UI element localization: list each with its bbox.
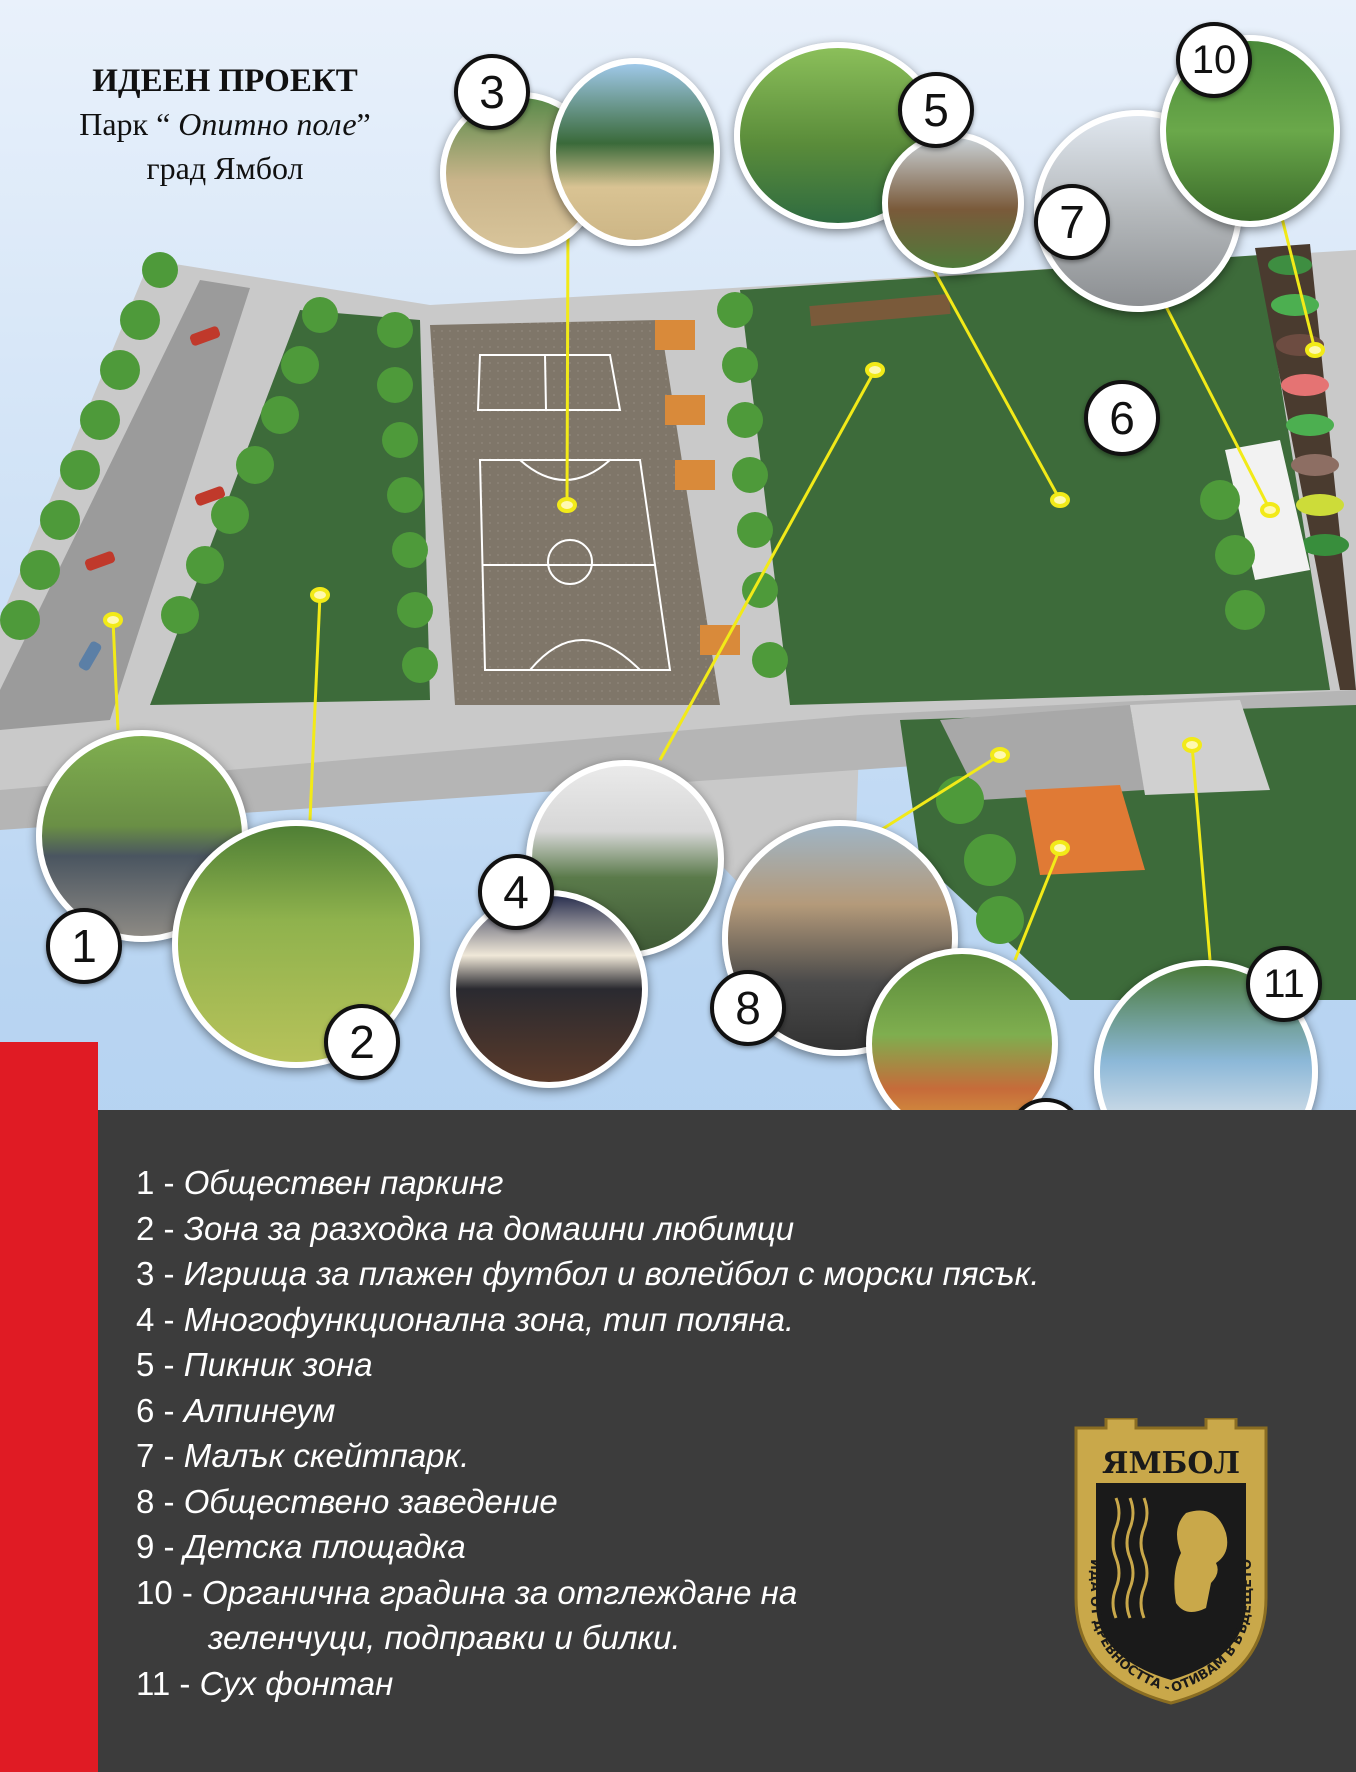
- legend-item: [136, 1160, 1039, 1206]
- legend-item: [136, 1570, 1039, 1616]
- marker-5-badge: 5: [898, 72, 974, 148]
- legend-item-continuation: [136, 1615, 1039, 1661]
- photo-open-air-cinema: [450, 890, 648, 1088]
- crest-motto: ИДА ОТ ДРЕВНОСТТА - ОТИВАМ В БЪДЕЩЕТО: [1086, 1558, 1255, 1698]
- legend-text: Органична градина за отглеждане на: [202, 1573, 798, 1611]
- legend-number: 3 -: [136, 1255, 184, 1292]
- legend-number: 8 -: [136, 1482, 184, 1520]
- marker-6-badge: 6: [1084, 380, 1160, 456]
- legend-text: Сух фонтан: [199, 1664, 394, 1702]
- marker-2-badge: 2: [324, 1004, 400, 1080]
- marker-11-badge: 11: [1246, 946, 1322, 1022]
- legend-text: Игрища за плажен футбол и волейбол с морски пясък.: [183, 1255, 1040, 1292]
- legend-text: Обществено заведение: [183, 1482, 558, 1520]
- legend-list: [136, 1160, 1039, 1706]
- legend-item: [136, 1661, 1039, 1707]
- legend-text: Алпинеум: [183, 1391, 336, 1429]
- project-title: ИДЕЕН ПРОЕКТ: [92, 63, 358, 99]
- legend-text: Многофункционална зона, тип поляна.: [183, 1300, 795, 1338]
- legend-number: 11 -: [136, 1664, 200, 1702]
- city-name: град Ямбол: [146, 150, 304, 186]
- legend-text: зеленчуци, подправки и билки.: [208, 1619, 681, 1656]
- legend-number: 2 -: [136, 1209, 184, 1247]
- legend-item: [136, 1342, 1039, 1388]
- legend-item: [136, 1433, 1039, 1479]
- marker-1-badge: 1: [46, 908, 122, 984]
- legend-item: [136, 1524, 1039, 1570]
- legend-item: [136, 1479, 1039, 1525]
- legend-text: Малък скейтпарк.: [183, 1437, 470, 1474]
- legend-item: [136, 1297, 1039, 1343]
- photo-beach-football: [550, 58, 720, 246]
- legend-text: Обществен паркинг: [183, 1164, 504, 1201]
- legend-item: [136, 1251, 1039, 1297]
- marker-3-badge: 3: [454, 54, 530, 130]
- red-accent-bar: [0, 1042, 98, 1772]
- legend-number: 4 -: [136, 1300, 184, 1338]
- park-name-italic: Опитно поле: [178, 106, 357, 142]
- legend-item: [136, 1388, 1039, 1434]
- photo-picnic-table: [882, 132, 1024, 274]
- crest-city: ЯМБОЛ: [1102, 1446, 1240, 1481]
- legend-number: 7 -: [136, 1437, 184, 1474]
- marker-7-badge: 7: [1034, 184, 1110, 260]
- legend-text: Зона за разходка на домашни любимци: [183, 1209, 795, 1247]
- legend-number: 9 -: [136, 1528, 184, 1565]
- park-name-suffix: ”: [356, 106, 371, 142]
- legend-number: 5 -: [136, 1346, 184, 1383]
- marker-8-badge: 8: [710, 970, 786, 1046]
- legend-text: Детска площадка: [183, 1528, 466, 1565]
- park-name-prefix: Парк “: [79, 106, 179, 142]
- legend-number: 6 -: [136, 1391, 184, 1429]
- marker-4-badge: 4: [478, 854, 554, 930]
- yambol-crest-logo: [1066, 1418, 1276, 1706]
- legend-text: Пикник зона: [183, 1346, 373, 1383]
- legend-number: 10 -: [136, 1573, 203, 1611]
- marker-10-badge: 10: [1176, 22, 1252, 98]
- legend-item: [136, 1206, 1039, 1252]
- legend-number: 1 -: [136, 1164, 184, 1201]
